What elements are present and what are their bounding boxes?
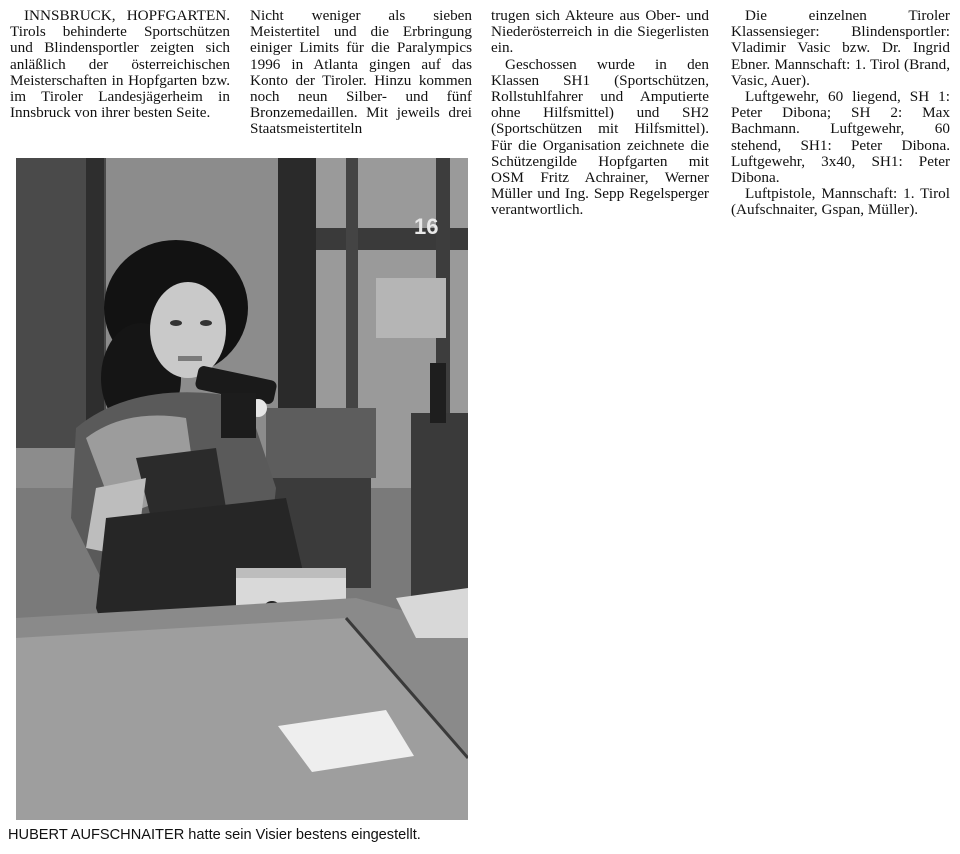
caption-name: HUBERT AUFSCHNAITER [8,827,185,843]
article-column-3 [491,8,709,219]
article-paragraph: trugen sich Akteure aus Ober- und Niederösterreich in die Siegerlisten ein. [491,7,709,57]
article-paragraph: Luftgewehr, 60 liegend, SH 1: Peter Dibona; SH 2: Max Bachmann. Luftgewehr, 60 stehend, SH1: Peter Dibona. Luftgewehr, 3x40, SH1: Peter Dibona. [731,88,950,187]
photo-caption [8,826,421,844]
door-number: 16 [414,214,439,239]
article-paragraph: INNSBRUCK, HOPFGARTEN. Tirols behinderte Sportschützen und Blindensportler zeigten sich anläßlich der österreichischen Meisterschaften in Hopfgarten bzw. im Tiroler Landesjägerheim in Innsbruck von ihrer besten Seite. [10,7,230,122]
article-paragraph: Luftpistole, Mannschaft: 1. Tirol (Aufschnaiter, Gspan, Müller). [731,185,950,219]
article-column-2 [250,8,472,138]
article-photo [16,158,468,820]
article-paragraph: Die einzelnen Tiroler Klassensieger: Blindensportler: Vladimir Vasic bzw. Dr. Ingrid Ebner. Mannschaft: 1. Tirol (Brand, Vasic, Auer). [731,7,950,89]
article-paragraph: Geschossen wurde in den Klassen SH1 (Sportschützen, Rollstuhlfahrer und Amputierte ohne Hilfsmittel) und SH2 (Sportschützen mit Hilfsmittel). Für die Organisation zeichnete die Schützengilde Hopfgarten mit OSM Fritz Achrainer, Werner Müller und Ing. Sepp Regelsperger verantwortlich. [491,55,709,219]
article-paragraph: Nicht weniger als sieben Meistertitel und die Erbringung einiger Limits für die Paralympics 1996 in Atlanta gingen auf das Konto der Tiroler. Hinzu kommen noch neun Silber- und fünf Bronzemedaillen. Mit jeweils drei Staatsmeistertiteln [250,7,472,138]
article-column-1 [10,8,230,121]
caption-text: hatte sein Visier bestens eingestellt. [184,827,421,843]
article-column-4 [731,8,950,219]
photo-shooter-image [16,158,468,820]
